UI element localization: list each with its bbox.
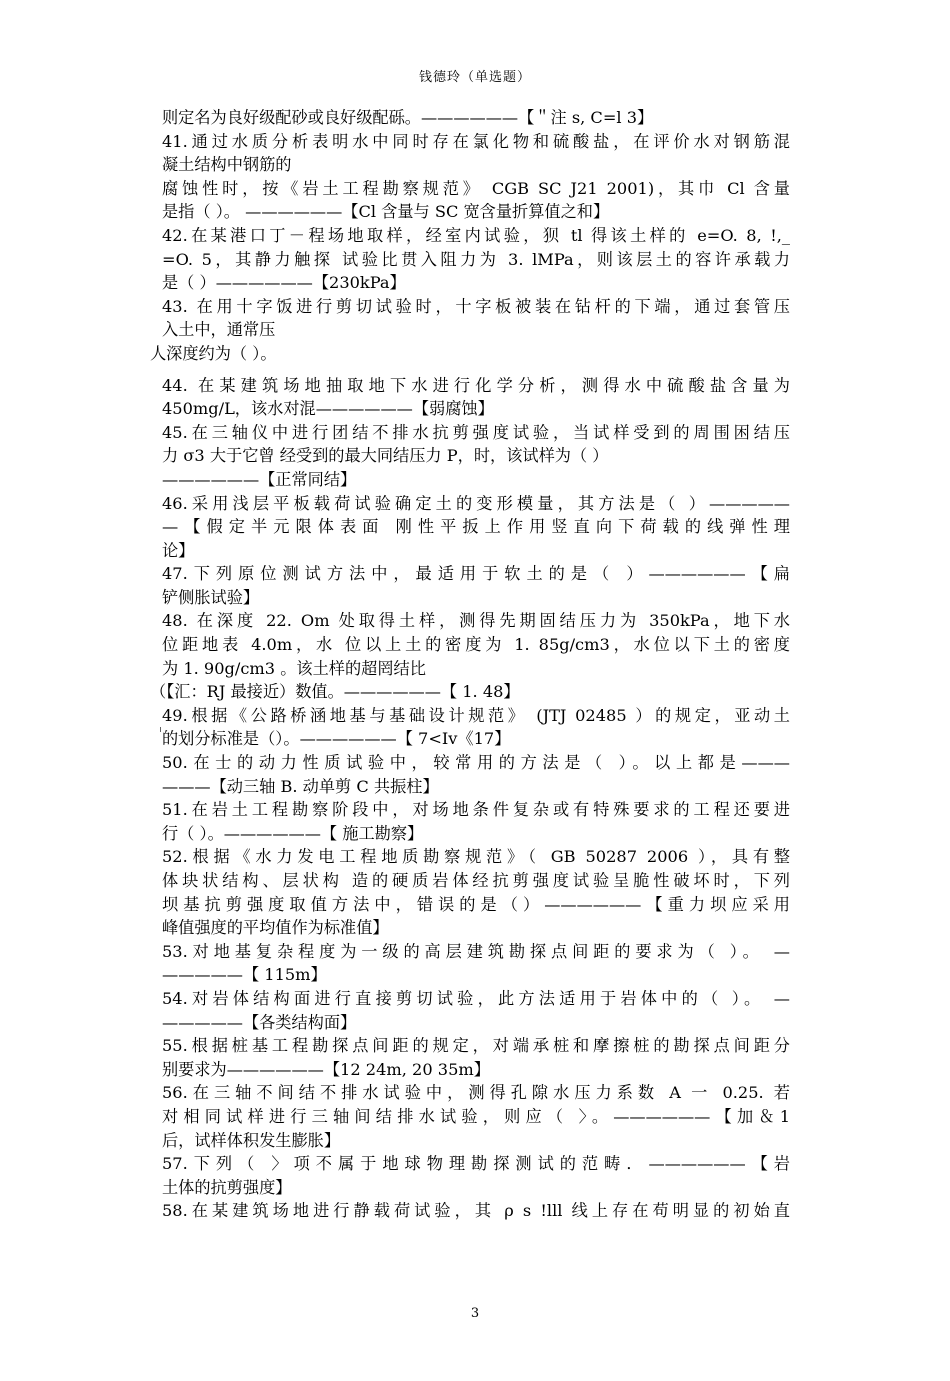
text-line: 对相同试样进行三轴间结排水试验，则应（ 〉。——————【加＆1 (162, 1106, 790, 1126)
text-line: 56.在三轴不间结不排水试验中，测得孔隙水压力系数 A 一 0.25. 若 (162, 1083, 790, 1103)
text-line: 50.在士的动力性质试验中，较常用的方法是（ ）。以上都是——— (162, 753, 790, 773)
text-line: 论】 (162, 540, 195, 560)
text-line: ———【动三轴 B. 动单剪 C 共振柱】 (162, 776, 439, 796)
page-number: 3 (470, 1306, 480, 1321)
margin-tick-mark (160, 727, 164, 732)
text-line: 则定名为良好级配砂或良好级配砾。——————【＂注 s, C=l 3】 (162, 108, 654, 127)
text-line: 44. 在某建筑场地抽取地下水进行化学分析，测得水中硫酸盐含量为 (162, 375, 790, 395)
text-line: 土体的抗剪强度】 (162, 1177, 292, 1197)
text-line: 位距地表 4.0m，水 位以上土的密度为 1. 85g/cm3，水位以下土的密度 (162, 635, 790, 655)
text-line: 入土中，通常压 (162, 320, 276, 340)
text-line: 的划分标准是（）。——————【 7<Iv《17】 (162, 729, 511, 749)
text-line: 42.在某港口丁－程场地取样，经室内试验，狈 tl 得该土样的 e=O. 8, !,_ (162, 225, 790, 245)
text-line: 52.根据《水力发电工程地质勘察规范》（ GB 50287 2006 ），具有整 (162, 847, 790, 867)
text-line: 凝土结构中钢筋的 (162, 155, 292, 175)
text-line: 行（ ）。——————【 施工勘察】 (162, 823, 424, 843)
text-line: 57.下列（ 〉项不属于地球物理勘探测试的范畴．——————【岩 (162, 1154, 790, 1174)
text-line: （【汇：RJ 最接近）数值。——————【 1. 48】 (150, 682, 520, 702)
text-line: 别要求为——————【12 24m, 20 35m】 (162, 1059, 490, 1079)
text-line: 是（ ）——————【230kPa】 (162, 273, 406, 293)
text-line: —【假定半元限体表面 刚性平扳上作用竖直向下荷载的线弹性理 (162, 517, 790, 537)
text-line: 43. 在用十字饭进行剪切试验时，十字板被装在钻杆的下端，通过套管压 (162, 296, 790, 316)
text-line: 45.在三轴仪中进行团结不排水抗剪强度试验，当试样受到的周围困结压 (162, 422, 790, 442)
text-line: 55.根据桩基工程勘探点间距的规定，对端承桩和摩擦桩的勘探点间距分 (162, 1036, 790, 1056)
text-line: 坝基抗剪强度取值方法中，错误的是（）——————【重力坝应采用 (162, 894, 790, 914)
line-gap (162, 366, 790, 374)
text-line: 为 1. 90g/cm3 。该土样的超罔结比 (162, 658, 426, 678)
text-line: 54.对岩体结构面进行直接剪切试验，此方法适用于岩体中的（ ）。 — (162, 988, 790, 1008)
text-line: 人深度约为（ ）。 (150, 343, 277, 363)
text-line: 450mg/L，该水对混——————【弱腐蚀】 (162, 399, 494, 419)
text-line: —————【各类结构面】 (162, 1012, 357, 1032)
text-line: =O. 5，其静力触探 试验比贯入阻力为 3. lMPa，则该层土的容许承载力 (162, 249, 790, 269)
document-body (150, 106, 790, 1223)
text-line: 峰值强度的平均值作为标准值】 (162, 918, 389, 938)
page-header: 钱德玲（单选题） (418, 70, 531, 85)
text-line: 49.根据《公路桥涵地基与基础设计规范》 (JTJ 02485 ）的规定，亚动土 (162, 705, 790, 725)
text-line: 41.通过水质分析表明水中同时存在氯化物和硫酸盐，在评价水对钢筋混 (162, 131, 790, 151)
text-line: ——————【正常同结】 (162, 469, 357, 489)
text-line: 后，试样体积发生膨胀】 (162, 1130, 341, 1150)
text-line: —————【 115m】 (162, 965, 327, 985)
text-line: 是指（ ）。 ——————【Cl 含量与 SC 宽含量折算值之和】 (162, 202, 610, 222)
text-line: 力 σ3 大于它曾 经受到的最大同结压力 P，时，该试样为（ ） (162, 446, 609, 466)
text-line: 腐蚀性时，按《岩土工程勘察规范》 CGB SC J21 2001)，其巾 Cl 含量 (162, 178, 790, 198)
text-line: 48. 在深度 22. Om 处取得土样，测得先期固结压力为 350kPa，地下水 (162, 611, 790, 631)
text-line: 58.在某建筑场地进行静载荷试验，其 ρ s !lll 线上存在苟明显的初始直 (162, 1201, 790, 1221)
text-line: 体块状结构、层状构 造的硬质岩体经抗剪强度试验呈脆性破坏时，下列 (162, 871, 790, 890)
text-line: 铲侧胀试验】 (162, 587, 260, 607)
text-line: 47.下列原位测试方法中，最适用于软土的是（ ）——————【扁 (162, 564, 790, 584)
text-line: 46.采用浅层平板载荷试验确定土的变形模量，其方法是（ ）————— (162, 493, 790, 513)
text-line: 51.在岩土工程勘察阶段中，对场地条件复杂或有特殊要求的工程还要进 (162, 800, 790, 820)
text-line: 53.对地基复杂程度为一级的高层建筑勘探点间距的要求为（ ）。 — (162, 941, 790, 961)
